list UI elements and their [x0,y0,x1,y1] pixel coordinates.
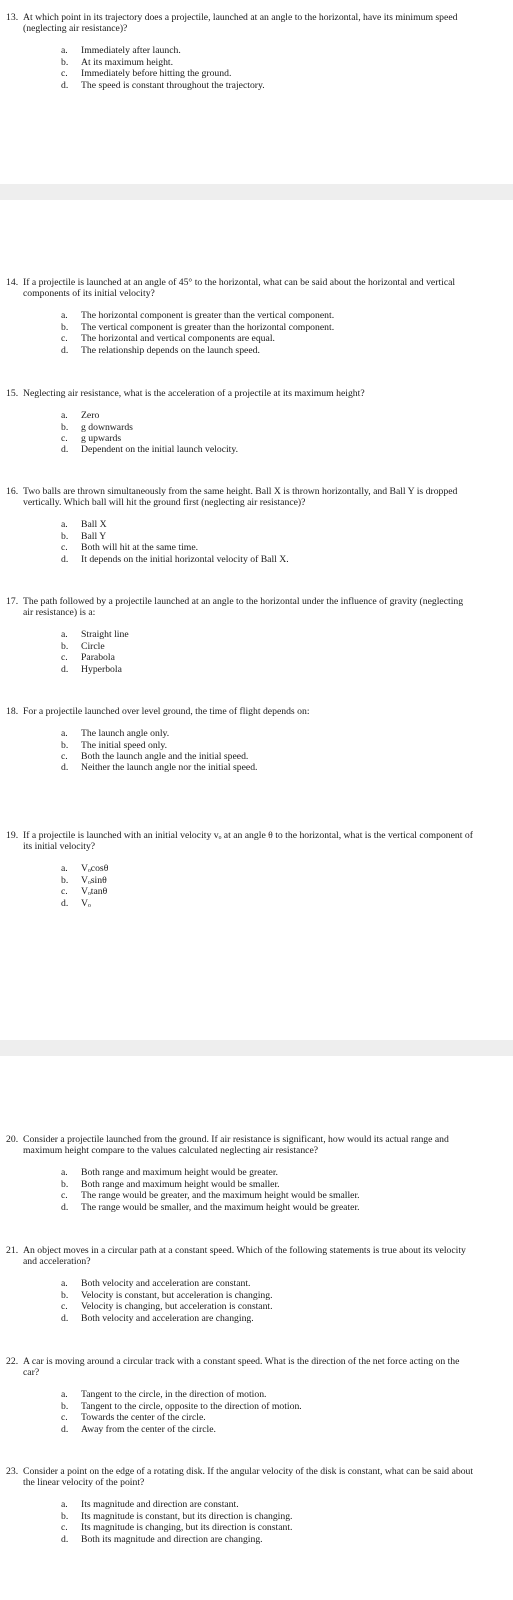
option-letter: a. [61,1389,68,1401]
option[interactable] [6,310,474,321]
option[interactable] [6,433,474,444]
option[interactable] [6,1511,474,1522]
option-list [6,863,474,909]
option-list [6,629,474,675]
option-letter: d. [61,1533,69,1545]
option-text: Immediately before hitting the ground. [81,68,232,80]
option-text: Vₒ [81,897,91,909]
question-number: 14. [6,277,19,288]
option-text: Its magnitude and direction are constant. [81,1499,239,1511]
option[interactable] [6,1278,474,1289]
page-gap [0,184,513,200]
question-number: 16. [6,486,19,497]
option-letter: b. [61,1289,69,1301]
option-list [6,410,474,456]
option[interactable] [6,898,474,909]
option-list [6,728,474,774]
option-text: Dependent on the initial launch velocity. [81,444,239,456]
option-text: It depends on the initial horizontal velocity of Ball X. [81,553,289,565]
option[interactable] [6,1522,474,1533]
option-letter: a. [61,1499,68,1511]
option-letter: c. [61,1522,68,1534]
question-number: 20. [6,1134,19,1145]
option[interactable] [6,345,474,356]
option-text: g downwards [81,421,133,433]
option[interactable] [6,863,474,874]
option-text: Circle [81,640,105,652]
option-letter: b. [61,56,69,68]
option-letter: d. [61,897,69,909]
option-letter: c. [61,333,68,345]
question-text: If a projectile is launched with an initial velocity vₒ at an angle θ to the horizontal, what is the vertical component of its initial velocity? [23,830,473,853]
question-number: 15. [6,388,19,399]
question-number: 17. [6,596,19,607]
option-text: Tangent to the circle, opposite to the direction of motion. [81,1400,302,1412]
option-letter: a. [61,728,68,740]
option[interactable] [6,322,474,333]
option-text: Velocity is changing, but acceleration is constant. [81,1301,273,1313]
question-text: Consider a point on the edge of a rotating disk. If the angular velocity of the disk is constant, what can be said about the linear velocity of the point? [23,1466,474,1489]
question-text: Consider a projectile launched from the ground. If air resistance is significant, how would its actual range and maximum height compare to the values calculated neglecting air resistance? [23,1134,449,1157]
option[interactable] [6,740,474,751]
option-list [6,1499,474,1545]
question-number: 18. [6,706,19,717]
question-18 [6,706,474,774]
option[interactable] [6,1412,474,1423]
option[interactable] [6,1401,474,1412]
option-letter: c. [61,542,68,554]
option-text: Ball Y [81,530,107,542]
question-text: If a projectile is launched at an angle of 45° to the horizontal, what can be said about the horizontal and vertical components of its initial velocity? [23,277,456,300]
option-letter: d. [61,553,69,565]
option-text: Neither the launch angle nor the initial speed. [81,762,258,774]
option-text: The launch angle only. [81,728,170,740]
option-letter: b. [61,739,69,751]
question-number: 23. [6,1466,19,1477]
option-list [6,519,474,565]
option[interactable] [6,875,474,886]
question-text: At which point in its trajectory does a projectile, launched at an angle to the horizontal, have its minimum speed (neglecting air resistance)? [23,12,458,35]
option-letter: d. [61,79,69,91]
option-list [6,1389,474,1435]
page-gap [0,1040,513,1056]
option-letter: c. [61,886,68,898]
option[interactable] [6,1313,474,1324]
question-15 [6,388,474,456]
question-text: Two balls are thrown simultaneously from the same height. Ball X is thrown horizontally, and Ball Y is dropped vertically. Which ball will hit the ground first (neglecting air resistance)? [23,486,458,509]
option-list [6,310,474,356]
option[interactable] [6,1167,474,1178]
option[interactable] [6,542,474,553]
option-letter: c. [61,1412,68,1424]
option-letter: c. [61,433,68,445]
option-text: Vₒcosθ [81,863,109,875]
option[interactable] [6,652,474,663]
question-text: An object moves in a circular path at a constant speed. Which of the following statements is true about its velocity and acceleration? [23,1245,466,1268]
option-letter: b. [61,530,69,542]
option[interactable] [6,45,474,56]
option[interactable] [6,664,474,675]
option-letter: a. [61,519,68,531]
option-letter: d. [61,1201,69,1213]
option-text: Both velocity and acceleration are changing. [81,1312,254,1324]
option[interactable] [6,531,474,542]
question-text: For a projectile launched over level ground, the time of flight depends on: [23,706,310,717]
question-14 [6,277,474,356]
option-letter: c. [61,652,68,664]
option-text: g upwards [81,433,122,445]
option-letter: d. [61,344,69,356]
option-text: Both the launch angle and the initial speed. [81,751,249,763]
option-list [6,45,474,91]
option-letter: b. [61,1178,69,1190]
option[interactable] [6,751,474,762]
option-letter: c. [61,751,68,763]
option-text: The relationship depends on the launch speed. [81,344,260,356]
option[interactable] [6,554,474,565]
option[interactable] [6,728,474,739]
option-letter: b. [61,321,69,333]
option[interactable] [6,333,474,344]
question-text: Neglecting air resistance, what is the acceleration of a projectile at its maximum height? [23,388,365,399]
option-letter: d. [61,1423,69,1435]
option-list [6,1278,474,1324]
option[interactable] [6,1190,474,1201]
option[interactable] [6,1499,474,1510]
option[interactable] [6,886,474,897]
option[interactable] [6,1202,474,1213]
option-text: Hyperbola [81,663,122,675]
option-text: Velocity is constant, but acceleration is changing. [81,1289,273,1301]
option-text: Both range and maximum height would be smaller. [81,1178,280,1190]
question-17 [6,596,474,675]
option-text: Parabola [81,652,115,664]
option[interactable] [6,422,474,433]
option[interactable] [6,762,474,773]
option-letter: c. [61,1190,68,1202]
option-text: The horizontal and vertical components are equal. [81,333,275,345]
option-text: Ball X [81,519,107,531]
question-20 [6,1134,474,1213]
option-letter: a. [61,45,68,57]
option[interactable] [6,629,474,640]
option-letter: d. [61,762,69,774]
option-text: The horizontal component is greater than the vertical component. [81,310,335,322]
option-letter: b. [61,874,69,886]
option-text: Immediately after launch. [81,45,181,57]
question-text: The path followed by a projectile launched at an angle to the horizontal under the influence of gravity (neglecting air resistance) is a: [23,596,464,619]
option-text: Its magnitude is constant, but its direction is changing. [81,1510,293,1522]
option-letter: a. [61,1167,68,1179]
option-text: Vₒsinθ [81,874,107,886]
question-13 [6,12,474,91]
question-text: A car is moving around a circular track with a constant speed. What is the direction of the net force acting on the car? [23,1356,460,1379]
option-text: The speed is constant throughout the trajectory. [81,79,265,91]
question-21 [6,1245,474,1324]
option-letter: b. [61,1400,69,1412]
question-22 [6,1356,474,1435]
option[interactable] [6,1389,474,1400]
option-text: The initial speed only. [81,739,167,751]
option-letter: c. [61,1301,68,1313]
option-text: Both velocity and acceleration are constant. [81,1278,251,1290]
option-letter: c. [61,68,68,80]
question-number: 22. [6,1356,19,1367]
question-number: 21. [6,1245,19,1256]
option-letter: d. [61,663,69,675]
question-number: 19. [6,830,19,841]
option-text: Both will hit at the same time. [81,542,199,554]
option[interactable] [6,57,474,68]
option-letter: b. [61,640,69,652]
question-number: 13. [6,12,19,23]
option[interactable] [6,519,474,530]
option-text: Vₒtanθ [81,886,108,898]
question-23 [6,1466,474,1545]
option-text: Away from the center of the circle. [81,1423,216,1435]
option[interactable] [6,68,474,79]
option-letter: b. [61,421,69,433]
option[interactable] [6,1424,474,1435]
option-letter: a. [61,629,68,641]
question-16 [6,486,474,565]
option[interactable] [6,1301,474,1312]
option-text: Towards the center of the circle. [81,1412,206,1424]
option-letter: d. [61,444,69,456]
option-text: Both range and maximum height would be greater. [81,1167,278,1179]
option-text: Both its magnitude and direction are changing. [81,1533,263,1545]
option-letter: a. [61,310,68,322]
option-list [6,1167,474,1213]
option-text: At its maximum height. [81,56,174,68]
option[interactable] [6,444,474,455]
option[interactable] [6,641,474,652]
option-letter: a. [61,863,68,875]
option-text: The range would be smaller, and the maximum height would be greater. [81,1201,360,1213]
option-text: The range would be greater, and the maximum height would be smaller. [81,1190,360,1202]
option-text: Zero [81,410,100,422]
option-letter: a. [61,1278,68,1290]
option-text: Its magnitude is changing, but its direction is constant. [81,1522,293,1534]
option-text: The vertical component is greater than the horizontal component. [81,321,335,333]
option-letter: a. [61,410,68,422]
option-text: Straight line [81,629,129,641]
option-letter: b. [61,1510,69,1522]
option-text: Tangent to the circle, in the direction of motion. [81,1389,267,1401]
option[interactable] [6,410,474,421]
option[interactable] [6,1179,474,1190]
option[interactable] [6,1534,474,1545]
option[interactable] [6,1290,474,1301]
option[interactable] [6,80,474,91]
question-19 [6,830,474,909]
option-letter: d. [61,1312,69,1324]
